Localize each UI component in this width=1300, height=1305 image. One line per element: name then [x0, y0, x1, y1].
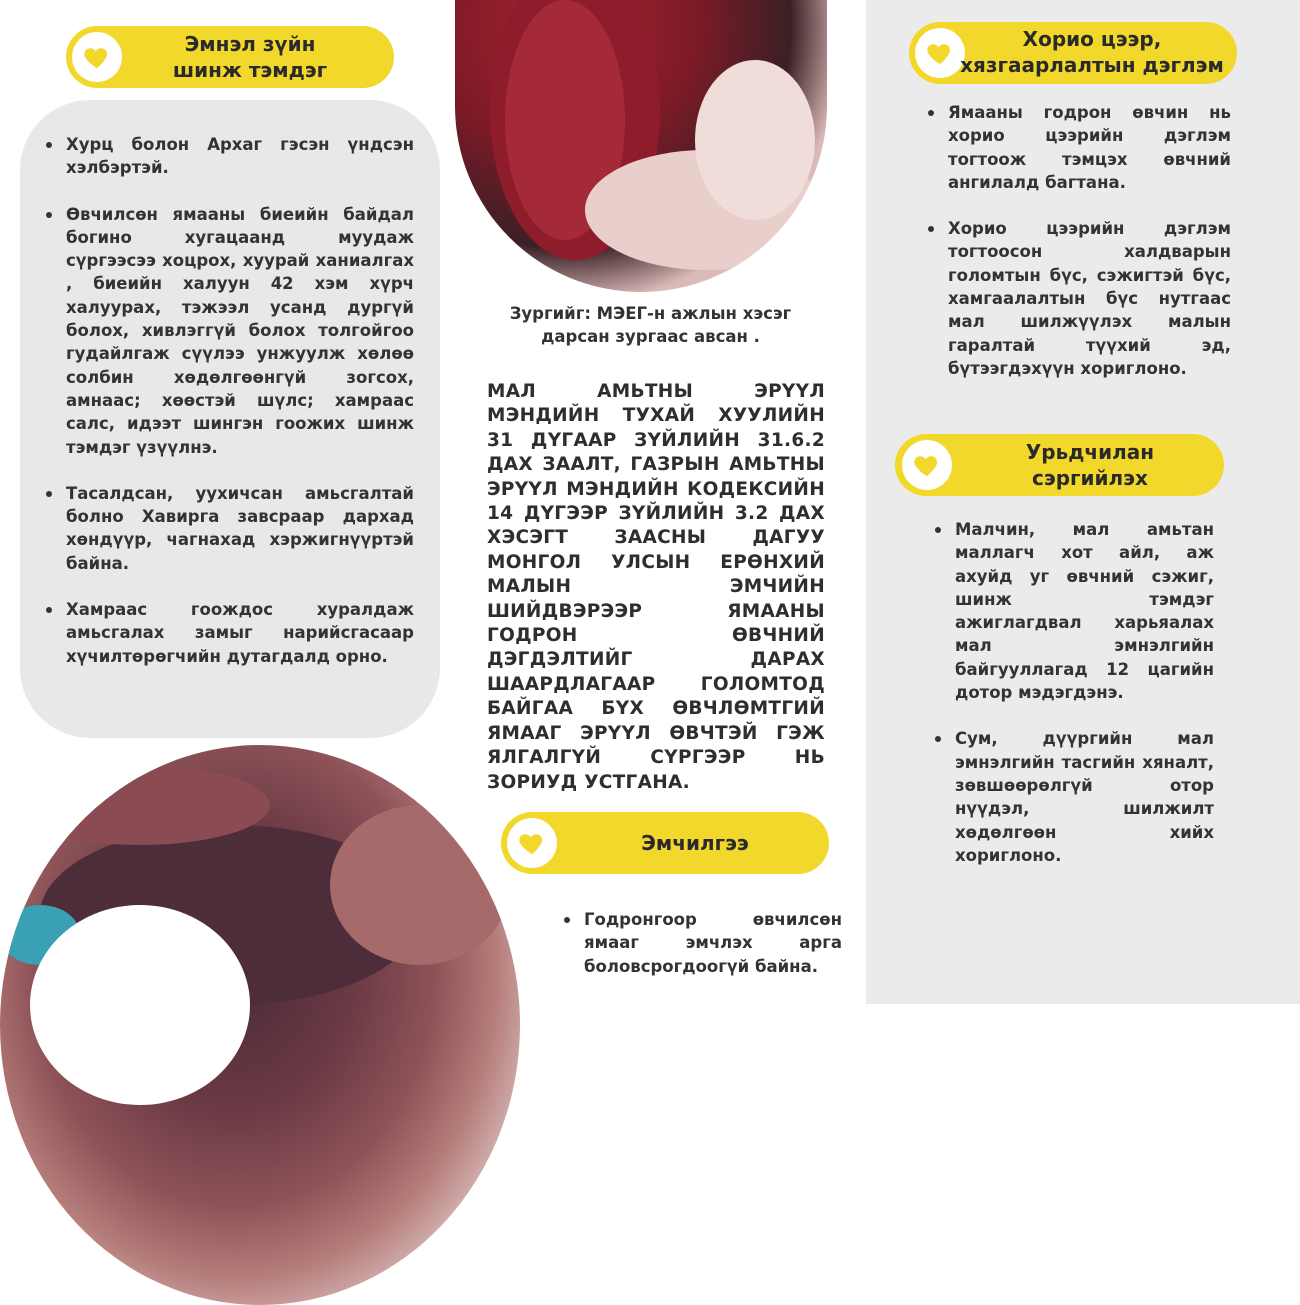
- list-item: Сум, дүүргийн мал эмнэлгийн тасгийн хяналт, зөвшөөрөлгүй отор нүүдэл, шилжилт хөдөлгөөн хийх хориглоно.: [933, 727, 1214, 867]
- list-item: Хурц болон Архаг гэсэн үндсэн хэлбэртэй.: [44, 133, 414, 180]
- symptoms-title: Эмнэл зүйн шинж тэмдэг: [172, 32, 328, 82]
- prevention-title: Урьдчилан сэргийлэх: [1025, 440, 1155, 490]
- prevention-list: [933, 518, 1214, 867]
- heart-icon: [82, 42, 112, 72]
- lung-tissue-photo: [455, 0, 827, 292]
- symptoms-header: [66, 26, 394, 88]
- list-item: Ямааны годрон өвчин нь хорио цээрийн дэглэм тогтоож тэмцэх өвчний ангилалд багтана.: [926, 101, 1231, 194]
- list-item: Тасалдсан, уухичсан амьсгалтай болно Хавирга завсраар дархад хөндүүр, чагнахад хэржигнүүртэй байна.: [44, 482, 414, 575]
- treatment-list: [562, 908, 842, 978]
- heart-icon: [912, 450, 942, 480]
- decorative-white-circle: [30, 905, 250, 1105]
- photo-caption: Зургийг: МЭЕГ-н ажлын хэсэг дарсан зургаас авсан .: [509, 304, 792, 346]
- quarantine-header: [909, 22, 1237, 84]
- list-item: Хорио цээрийн дэглэм тогтоосон халдварын голомтын бүс, сэжигтэй бүс, хамгаалалтын бүс нутгаас мал шилжүүлэх малын гаралтай түүхий эд, бүтээгдэхүүн хориглоно.: [926, 217, 1231, 380]
- heart-icon: [517, 828, 547, 858]
- heart-icon-badge: [72, 32, 122, 82]
- list-item: Өвчилсөн ямааны биеийн байдал богино хугацаанд муудаж сүргээсээ хоцрох, хуурай ханиалгах , биеийн халуун 42 хэм хүрч халуурах, тэжээл усанд дургүй болох, хивлэггүй болох толгойгоо гудайлгаж сүүлээ унжуулж хөлөө солбин хөдөлгөөнгүй зогсох, амнаас; хөөстэй шүлс; хамраас салс, идээт шингэн гоожих шинж тэмдэг үзүүлнэ.: [44, 203, 414, 459]
- list-item: Малчин, мал амьтан маллагч хот айл, аж ахуйд уг өвчний сэжиг, шинж тэмдэг ажиглагдвал харьяалах мал эмнэлгийн байгууллагад 12 цагийн дотор мэдэгдэнэ.: [933, 518, 1214, 704]
- prevention-header: [895, 434, 1224, 496]
- quarantine-list: [926, 101, 1231, 380]
- law-paragraph: МАЛ АМЬТНЫ ЭРҮҮЛ МЭНДИЙН ТУХАЙ ХУУЛИЙН 31 ДҮГААР ЗҮЙЛИЙН 31.6.2 ДАХ ЗААЛТ, ГАЗРЫН АМЬТНЫ ЭРҮҮЛ МЭНДИЙН КОДЕКСИЙН 14 ДҮГЭЭР ЗҮЙЛИЙН 3.2 ДАХ ХЭСЭГТ ЗААСНЫ ДАГУУ МОНГОЛ УЛСЫН ЕРӨНХИЙ МАЛЫН ЭМЧИЙН ШИЙДВЭРЭЭР ЯМААНЫ ГОДРОН ӨВЧНИЙ ДЭГДЭЛТИЙГ ДАРАХ ШААРДЛАГААР ГОЛОМТОД БАЙГАА БҮХ ӨВЧЛӨМТГИЙ ЯМААГ ЭРҮҮЛ ӨВЧТЭЙ ГЭЖ ЯЛГАЛГҮЙ СҮРГЭЭР НЬ ЗОРИУД УСТГАНА.: [487, 381, 825, 793]
- heart-icon-badge: [507, 818, 557, 868]
- list-item: Годронгоор өвчилсөн ямааг эмчлэх арга боловсрогдоогүй байна.: [562, 908, 842, 978]
- symptoms-list: [44, 133, 414, 668]
- treatment-title: Эмчилгээ: [641, 831, 749, 855]
- quarantine-title: Хорио цээр, хязгаарлалтын дэглэм: [960, 27, 1224, 77]
- list-item: Хамраас гоождос хуралдаж амьсгалах замыг нарийсгасаар хүчилтөрөгчийн дутагдалд орно.: [44, 598, 414, 668]
- treatment-header: [501, 812, 829, 874]
- heart-icon-badge: [902, 440, 952, 490]
